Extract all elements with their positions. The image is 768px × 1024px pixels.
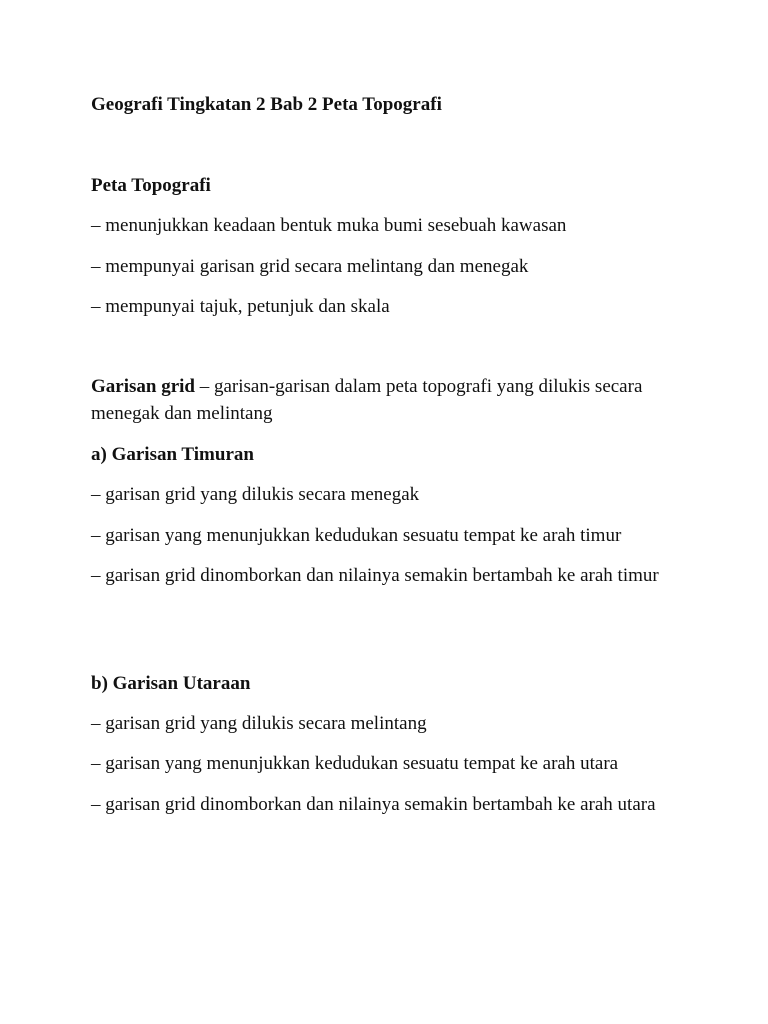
list-item: – menunjukkan keadaan bentuk muka bumi sesebuah kawasan [91,215,567,236]
list-item: – garisan grid dinomborkan dan nilainya semakin bertambah ke arah timur [91,565,659,586]
section-heading-garisan-utaraan: b) Garisan Utaraan [91,673,251,694]
list-item: – mempunyai garisan grid secara melintang dan menegak [91,256,529,277]
list-item: – mempunyai tajuk, petunjuk dan skala [91,296,390,317]
definition-garisan-grid [91,373,691,427]
list-item: – garisan yang menunjukkan kedudukan sesuatu tempat ke arah timur [91,525,622,546]
list-item: – garisan grid dinomborkan dan nilainya semakin bertambah ke arah utara [91,794,656,815]
list-item: – garisan grid yang dilukis secara melintang [91,713,427,734]
section-heading-peta-topografi: Peta Topografi [91,175,211,196]
section-heading-garisan-timuran: a) Garisan Timuran [91,444,254,465]
document-title: Geografi Tingkatan 2 Bab 2 Peta Topografi [91,94,442,115]
definition-term: Garisan grid [91,376,195,397]
list-item: – garisan yang menunjukkan kedudukan sesuatu tempat ke arah utara [91,753,619,774]
list-item: – garisan grid yang dilukis secara menegak [91,484,420,505]
definition-text: – garisan-garisan dalam peta topografi yang dilukis secara menegak dan melintang [91,376,643,424]
